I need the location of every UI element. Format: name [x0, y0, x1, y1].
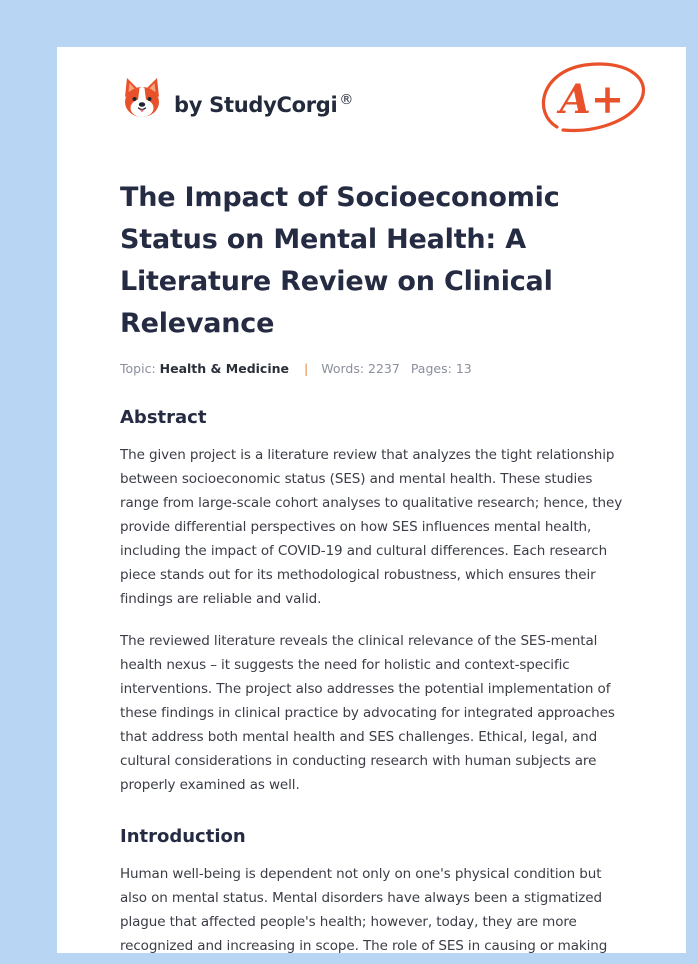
registered-mark: ®	[339, 91, 354, 108]
pages-label: Pages:	[410, 361, 452, 376]
words-count: 2237	[368, 361, 400, 376]
section-heading-abstract: Abstract	[120, 407, 207, 428]
document-meta	[120, 360, 628, 378]
abstract-paragraph: The reviewed literature reveals the clinical relevance of the SES-mental health nexus – it suggests the need for holistic and context-specific interventions. The project also addresses the potential implementation of these findings in clinical practice by advocating for integrated approaches that address both mental health and SES challenges. Ethical, legal, and cultural considerations in conducting research with human subjects are properly examined as well.	[120, 633, 615, 793]
grade-badge-icon	[539, 59, 649, 139]
pages-count: 13	[455, 361, 472, 376]
meta-separator: |	[303, 361, 309, 376]
brand-header[interactable]	[122, 75, 353, 123]
document-page	[57, 47, 686, 953]
words-label: Words:	[321, 361, 365, 376]
corgi-logo-icon	[122, 76, 162, 122]
introduction-paragraph: Human well-being is dependent not only on one's physical condition but also on mental status. Mental disorders have always been a stigmatized plague that affected people's health; however, today, they are more recognized and increasing in scope. The role of SES in causing or making	[120, 866, 608, 953]
abstract-paragraph: The given project is a literature review that analyzes the tight relationship between socioeconomic status (SES) and mental health. These studies range from large-scale cohort analyses to qualitative research; hence, they provide differential perspectives on how SES influences mental health, including the impact of COVID-19 and cultural differences. Each research piece stands out for its methodological robustness, which ensures their findings are reliable and valid.	[120, 447, 623, 607]
topic-label: Topic:	[120, 361, 156, 376]
topic-link[interactable]: Health & Medicine	[159, 361, 289, 376]
section-heading-introduction: Introduction	[120, 826, 246, 847]
brand-name: by StudyCorgi ®	[174, 91, 354, 117]
grade-badge-text: A+	[559, 76, 625, 123]
document-title: The Impact of Socioeconomic Status on Mental Health: A Literature Review on Clinical Relevance	[120, 182, 560, 339]
document-content	[120, 177, 628, 953]
